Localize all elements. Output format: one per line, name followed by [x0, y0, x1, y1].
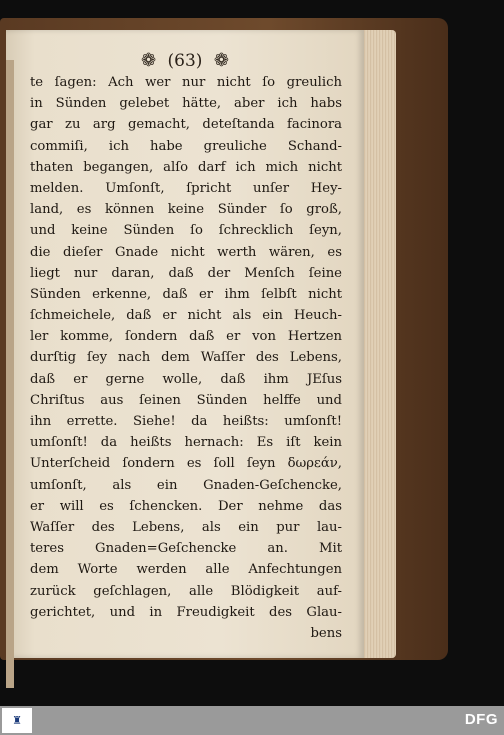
text-line: daß er gerne wolle, daß ihm JEſus — [30, 371, 342, 387]
library-logo-icon[interactable]: ♜ — [2, 708, 32, 733]
text-line: melden. Umſonſt, ſpricht unſer Hey- — [30, 180, 342, 196]
text-line: thaten begangen, alſo darf ich mich nicht — [30, 159, 342, 175]
text-line: te ſagen: Ach wer nur nicht ſo greulich — [30, 75, 342, 90]
text-line: ihn errette. Siehe! da heißts: umſonſt! — [30, 414, 342, 429]
page-body-text — [30, 72, 342, 644]
text-line: zurück geſchlagen, alle Blödigkeit auf- — [30, 583, 342, 599]
text-line: gerichtet, und in Freudigkeit des Glau- — [30, 604, 342, 620]
text-line: dem Worte werden alle Anfechtungen — [30, 562, 342, 578]
text-line: ler komme, ſondern daß er von Hertzen — [30, 329, 342, 345]
text-line: liegt nur daran, daß der Menſch ſeine — [30, 265, 342, 281]
text-line: commiſi, ich habe greuliche Schand- — [30, 138, 342, 154]
page-edges — [360, 30, 396, 658]
text-line: land, es können keine Sünder ſo groß, — [30, 202, 342, 218]
text-line: durſtig ſey nach dem Waſſer des Lebens, — [30, 350, 342, 366]
book-page — [6, 30, 364, 658]
page-header — [6, 50, 364, 71]
text-line: er will es ſchencken. Der nehme das — [30, 498, 342, 514]
viewer-footer-bar — [0, 706, 504, 735]
text-line: und keine Sünden ſo ſchrecklich ſeyn, — [30, 223, 342, 239]
text-line: gar zu arg gemacht, deteſtanda facinora — [30, 117, 342, 133]
text-line: Sünden erkenne, daß er ihm ſelbſt nicht — [30, 286, 342, 302]
text-line: die dieſer Gnade nicht werth wären, es — [30, 244, 342, 260]
text-line: Waſſer des Lebens, als ein pur lau- — [30, 519, 342, 535]
text-line: umſonſt! da heißts hernach: Es iſt kein — [30, 435, 342, 451]
text-line: umſonſt, als ein Gnaden-Geſchencke, — [30, 477, 342, 493]
dfg-logo[interactable]: DFG — [464, 711, 498, 728]
text-line: ſchmeichele, daß er nicht als ein Heuch- — [30, 308, 342, 324]
page-number: (63) — [167, 51, 203, 71]
text-line: Unterſcheid ſondern es ſoll ſeyn δωρεάν, — [30, 456, 342, 472]
catchword: bens — [310, 625, 342, 641]
text-line: in Sünden gelebet hätte, aber ich habs — [30, 96, 342, 112]
flower-ornament-icon: ❁ — [213, 50, 229, 71]
text-line: Chriſtus aus ſeinen Sünden helffe und — [30, 392, 342, 408]
flower-ornament-icon: ❁ — [141, 50, 157, 71]
page-gutter — [6, 60, 14, 688]
text-line: teres Gnaden=Geſchencke an. Mit — [30, 541, 342, 557]
